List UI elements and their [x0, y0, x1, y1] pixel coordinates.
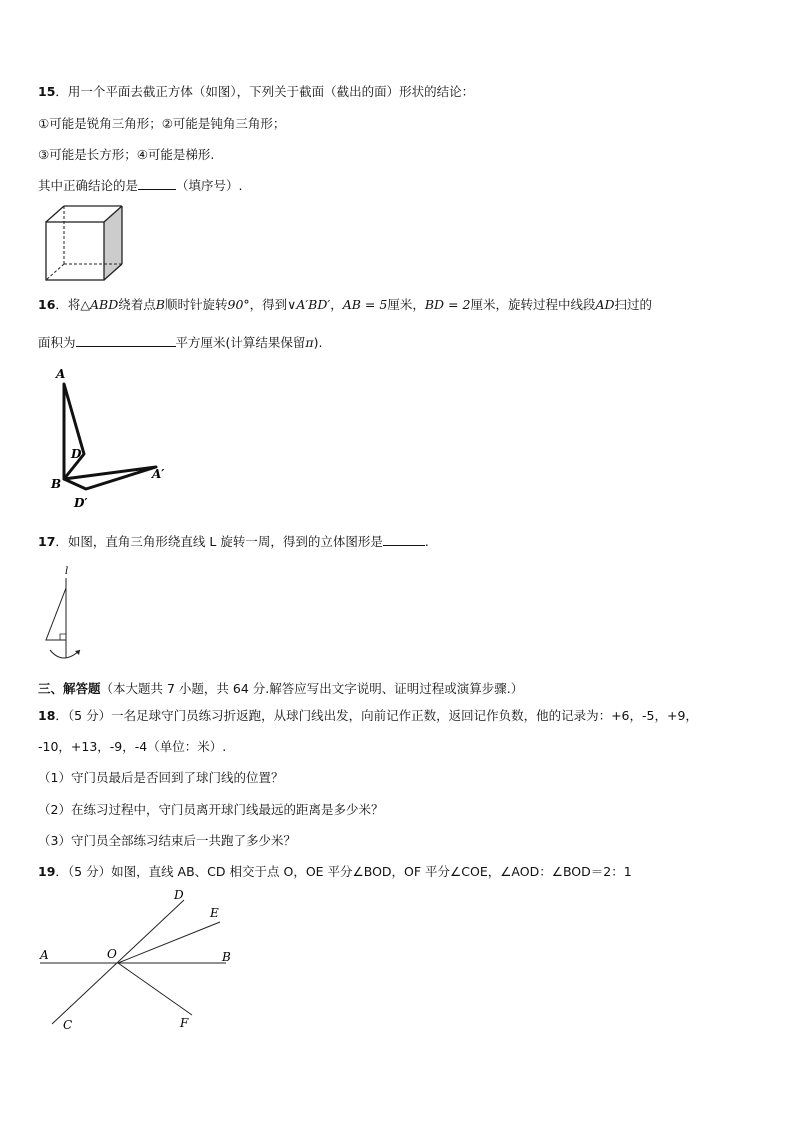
label-c: C [63, 1018, 73, 1032]
answer-blank [383, 532, 425, 546]
label-a: A [56, 367, 66, 381]
q18-sub-1: （1）守门员最后是否回到了球门线的位置？ [38, 770, 284, 785]
q18-sub-3: （3）守门员全部练习结束后一共跑了多少米？ [38, 833, 296, 848]
q18-stem-1: 18．（5 分）一名足球守门员练习折返跑，从球门线出发，向前记作正数，返回记作负数，他的记录为：+6，-5，+9， [38, 708, 698, 723]
q15-options-2: ③可能是长方形；④可能是梯形. [38, 147, 215, 162]
section-header: 三、解答题（本大题共 7 小题，共 64 分.解答应写出文字说明、证明过程或演算步骤.） [38, 681, 524, 696]
label-d: D [174, 888, 184, 902]
q15-question: 其中正确结论的是 （填序号）. [38, 178, 243, 193]
q16-answer-line: 面积为 平方厘米(计算结果保留π). [38, 335, 323, 350]
q16-stem: 16．将△ABD绕着点B顺时针旋转90°，得到∨A′BD′，AB = 5厘米，BD = 2厘米，旋转过程中线段AD扫过的 [38, 297, 653, 312]
q18-sub-2: （2）在练习过程中，守门员离开球门线最远的距离是多少米？ [38, 802, 384, 817]
label-d: D [71, 447, 82, 461]
label-o: O [107, 947, 117, 961]
rotation-figure [44, 364, 184, 514]
q19-stem: 19．（5 分）如图，直线 AB、CD 相交于点 O，OE 平分∠BOD，OF 平分∠COE，∠AOD：∠BOD＝2：1 [38, 864, 632, 879]
q18-stem-2: -10，+13，-9，-4（单位：米）. [38, 739, 227, 754]
intersecting-lines-figure [38, 886, 238, 1036]
answer-blank [138, 176, 176, 190]
label-a: A [40, 948, 49, 962]
label-b: B [222, 950, 231, 964]
q15-options-1: ①可能是锐角三角形；②可能是钝角三角形； [38, 116, 286, 131]
label-d-prime: D′ [74, 496, 88, 510]
answer-blank [76, 333, 176, 347]
triangle-rotation-figure [38, 562, 98, 672]
label-b: B [51, 477, 62, 491]
label-e: E [210, 906, 219, 920]
label-a-prime: A′ [152, 467, 165, 481]
label-f: F [180, 1016, 189, 1030]
label-l: l [65, 566, 69, 577]
cube-figure [44, 204, 124, 284]
q17-stem: 17．如图，直角三角形绕直线 L 旋转一周，得到的立体图形是 . [38, 534, 429, 549]
q15-stem: 15．用一个平面去截正方体（如图），下列关于截面（截出的面）形状的结论： [38, 84, 475, 99]
